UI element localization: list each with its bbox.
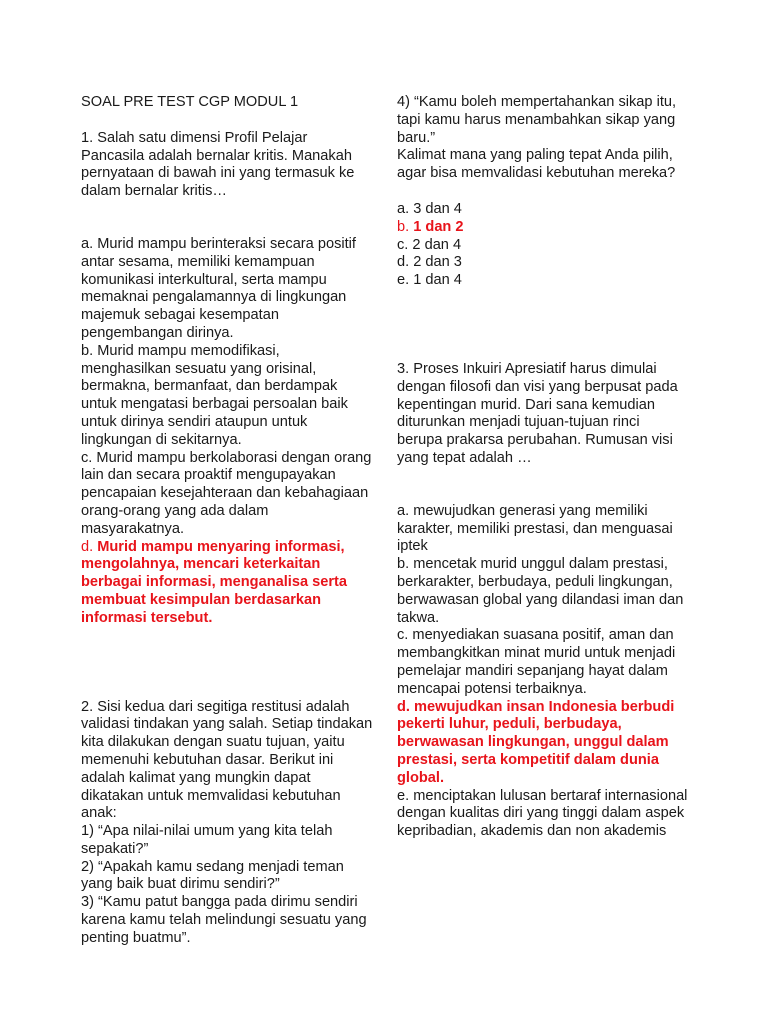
- q2-option-b-letter: b.: [397, 218, 410, 235]
- q3-option-a: a. mewujudkan generasi yang memiliki karakter, memiliki prestasi, dan menguasai iptek: [397, 502, 673, 555]
- q2-statement-2: 2) “Apakah kamu sedang menjadi teman yang baik buat dirimu sendiri?”: [81, 858, 344, 893]
- q1-option-d-text: Murid mampu menyaring informasi, mengolahnya, mencari keterkaitan berbagai informasi, menganalisa serta membuat kesimpulan berdasarkan informasi tersebut.: [81, 538, 348, 626]
- q1-option-b: b. Murid mampu memodifikasi, menghasilkan sesuatu yang orisinal, bermakna, bermanfaat, dan berdampak untuk mengatasi berbagai persoalan baik untuk dirinya sendiri ataupun untuk lingkungan di sekitarnya.: [81, 342, 348, 448]
- q2-option-b: [397, 219, 689, 237]
- q1-option-d-letter: d.: [81, 538, 94, 555]
- q2-option-b-text: 1 dan 2: [413, 218, 464, 235]
- q1-option-d: [81, 539, 373, 628]
- q2-question: Kalimat mana yang paling tepat Anda pilih, agar bisa memvalidasi kebutuhan mereka?: [397, 147, 676, 182]
- question-3-stem: 3. Proses Inkuiri Apresiatif harus dimulai dengan filosofi dan visi yang berpusat pada kepentingan murid. Dari sana kemudian diturunkan menjadi tujuan-tujuan rinci berupa prakarsa perubahan. Rumusan visi yang tepat adalah …: [397, 360, 678, 466]
- q2-option-d: d. 2 dan 3: [397, 254, 462, 271]
- q2-option-e: e. 1 dan 4: [397, 272, 462, 289]
- q2-option-a: a. 3 dan 4: [397, 200, 462, 217]
- question-2: [81, 699, 373, 948]
- q2-statement-1: 1) “Apa nilai-nilai umum yang kita telah sepakati?”: [81, 823, 333, 857]
- question-2-stem: 2. Sisi kedua dari segitiga restitusi adalah validasi tindakan yang salah. Setiap tindakan kita dilakukan dengan suatu tujuan, yaitu memenuhi kebutuhan dasar. Berikut ini adalah kalimat yang mungkin dapat dikatakan untuk memvalidasi kebutuhan anak:: [81, 698, 373, 822]
- q3-option-c: c. menyediakan suasana positif, aman dan membangkitkan minat murid untuk menjadi pemelajar mandiri sepanjang hayat dalam mencapai potensi terbaiknya.: [397, 627, 676, 697]
- left-column: [81, 94, 373, 948]
- q2-statement-4: 4) “Kamu boleh mempertahankan sikap itu, tapi kamu harus menambahkan sikap yang baru.”: [397, 94, 677, 146]
- question-1-stem: 1. Salah satu dimensi Profil Pelajar Pancasila adalah bernalar kritis. Manakah pernyataan di bawah ini yang termasuk ke dalam bernalar kritis…: [81, 129, 355, 200]
- q3-option-b: b. mencetak murid unggul dalam prestasi, berkarakter, berbudaya, peduli lingkungan, berwawasan global yang dilandasi iman dan takwa.: [397, 556, 684, 626]
- right-column: [397, 94, 689, 841]
- q2-option-c: c. 2 dan 4: [397, 236, 462, 253]
- page-title: SOAL PRE TEST CGP MODUL 1: [81, 94, 299, 110]
- question-1: [81, 130, 373, 628]
- question-3: [397, 361, 689, 841]
- q3-option-d: d. mewujudkan insan Indonesia berbudi pekerti luhur, peduli, berbudaya, berwawasan lingkungan, unggul dalam prestasi, serta kompetitif dalam dunia global.: [397, 698, 675, 786]
- q1-option-a: a. Murid mampu berinteraksi secara positif antar sesama, memiliki kemampuan komunikasi interkultural, serta mampu memaknai pengalamannya di lingkungan majemuk sebagai kesempatan pengembangan dirinya.: [81, 235, 356, 341]
- q3-option-e: e. menciptakan lulusan bertaraf internasional dengan kualitas diri yang tinggi dalam aspek kepribadian, akademis dan non akademis: [397, 787, 688, 840]
- q2-statement-3: 3) “Kamu patut bangga pada dirimu sendiri karena kamu telah melindungi sesuatu yang penting buatmu”.: [81, 894, 367, 946]
- q1-option-c: c. Murid mampu berkolaborasi dengan orang lain dan secara proaktif mengupayakan pencapaian kesejahteraan dan kebahagiaan orang-orang yang ada dalam masyarakatnya.: [81, 449, 372, 537]
